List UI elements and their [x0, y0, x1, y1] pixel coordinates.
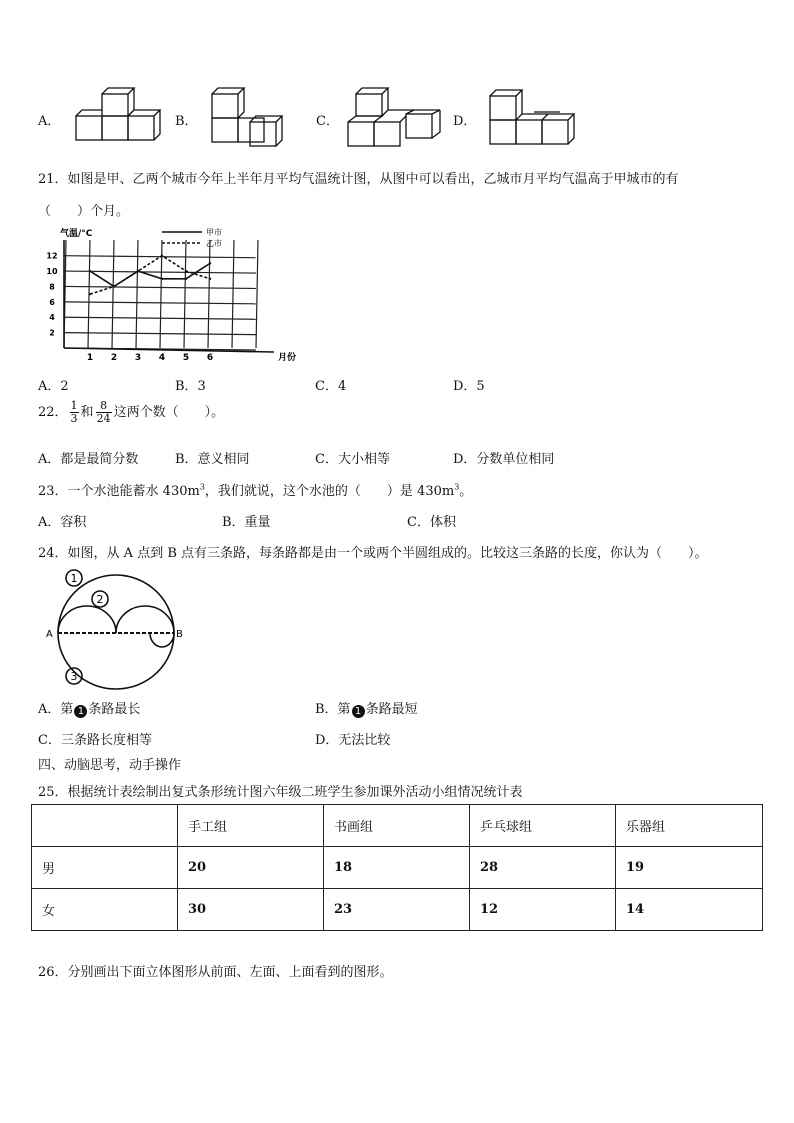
q22-option-a: A．都是最简分数 — [38, 452, 139, 467]
q23-option-a: A．容积 — [38, 515, 87, 530]
table-cell: 18 — [324, 847, 470, 889]
y-tick-label: 6 — [49, 297, 55, 307]
fraction-eight-twentyfourths: $\frac{8}{24}$ — [96, 399, 111, 425]
q22-and: 和 — [80, 405, 94, 420]
data-point — [209, 278, 211, 280]
legend-label: 甲市 — [206, 228, 222, 237]
data-point — [185, 270, 187, 272]
q26-stem: 26．分别画出下面立体图形从前面、左面、上面看到的图形。 — [38, 965, 393, 980]
activity-group-stats-table — [31, 804, 763, 931]
data-point — [89, 270, 91, 272]
q25-stem: 25．根据统计表绘制出复式条形统计图六年级二班学生参加课外活动小组情况统计表 — [38, 785, 523, 800]
table-cell: 28 — [470, 847, 616, 889]
point-a-label: A — [46, 629, 53, 640]
q20-option-d-label: D． — [453, 114, 477, 129]
x-tick-label: 1 — [86, 353, 94, 363]
q24-option-c: C．三条路长度相等 — [38, 733, 152, 748]
path-2-number: 2 — [96, 593, 104, 606]
data-point — [161, 278, 163, 280]
y-axis-label: 气温/°C — [60, 229, 93, 239]
q24-option-b: B．第 1 条路最短 — [315, 702, 418, 717]
table-header-cell: 乐器组 — [616, 805, 763, 847]
x-tick-label: 3 — [134, 353, 142, 363]
fraction-one-third: $\frac{1}{3}$ — [70, 399, 78, 425]
data-point — [161, 254, 163, 256]
q23-option-b: B．重量 — [222, 515, 271, 530]
table-cell: 30 — [178, 889, 324, 931]
grid-line-vertical — [208, 240, 210, 348]
x-tick-label: 6 — [206, 353, 214, 363]
x-tick-label: 4 — [158, 353, 166, 363]
q21-stem: 21．如图是甲、乙两个城市今年上半年月平均气温统计图，从图中可以看出，乙城市月平均气温高于甲城市的有 — [38, 172, 679, 187]
q22-suffix: 这两个数（ ）。 — [113, 405, 225, 420]
table-cell: 14 — [616, 889, 763, 931]
q20-figure-b — [208, 86, 298, 148]
q22-option-c: C．大小相等 — [315, 452, 390, 467]
data-point — [209, 262, 211, 264]
row-label: 男 — [32, 847, 178, 889]
table-cell: 20 — [178, 847, 324, 889]
grid-line-vertical — [232, 240, 234, 348]
circled-one-icon: 1 — [74, 705, 87, 718]
table-row — [32, 847, 763, 889]
x-tick-label: 5 — [182, 353, 190, 363]
grid-line-vertical — [184, 240, 186, 348]
grid-line-horizontal — [64, 256, 256, 258]
data-point — [89, 293, 91, 295]
path-1-number: 1 — [70, 572, 78, 585]
series-line-solid — [90, 263, 210, 286]
q21-option-b: B．3 — [175, 379, 206, 394]
table-header-row — [32, 805, 763, 847]
x-tick-label: 2 — [110, 353, 118, 363]
circled-one-icon: 1 — [352, 705, 365, 718]
grid-line-vertical — [256, 240, 258, 348]
q24-stem: 24．如图，从 A 点到 B 点有三条路，每条路都是由一个或两个半圆组成的。比较这三条路的长度，你认为（ ）。 — [38, 546, 708, 561]
data-point — [185, 278, 187, 280]
q20-figure-c — [344, 86, 446, 150]
table-header-cell: 手工组 — [178, 805, 324, 847]
table-header-cell: 书画组 — [324, 805, 470, 847]
y-tick-label: 8 — [49, 282, 55, 292]
legend-label: 乙市 — [206, 239, 222, 248]
section-4-heading: 四、动脑思考，动手操作 — [38, 758, 182, 773]
y-tick-label: 4 — [49, 313, 55, 323]
q21-option-a: A．2 — [38, 379, 69, 394]
q21-option-c: C．4 — [315, 379, 347, 394]
q22-option-d: D．分数单位相同 — [453, 452, 555, 467]
table-header-cell — [32, 805, 178, 847]
y-tick-label: 2 — [49, 328, 55, 338]
table-cell: 12 — [470, 889, 616, 931]
q23-stem: 23．一个水池能蓄水 $430m^3$，我们就说，这个水池的（ ）是 $430m^3$。 — [38, 482, 473, 499]
q24-option-d: D．无法比较 — [315, 733, 391, 748]
table-cell: 19 — [616, 847, 763, 889]
point-b-label: B — [176, 629, 183, 640]
three-paths-semicircle-figure — [40, 566, 190, 686]
q22-option-b: B．意义相同 — [175, 452, 250, 467]
q20-figure-a — [72, 86, 162, 148]
grid-line-horizontal — [64, 302, 256, 304]
x-axis-label: 月份 — [278, 353, 297, 363]
table-cell: 23 — [324, 889, 470, 931]
y-tick-label: 12 — [46, 251, 58, 261]
q20-option-a-label: A． — [38, 114, 61, 129]
y-tick-label: 10 — [46, 267, 58, 277]
grid-line-horizontal — [64, 286, 256, 288]
q22-stem — [38, 400, 224, 425]
data-point — [137, 270, 139, 272]
q20-option-b-label: B． — [175, 114, 198, 129]
q21-stem-blank: （ ）个月。 — [38, 204, 130, 219]
q24-option-a: A．第 1 条路最长 — [38, 702, 141, 717]
q20-option-c-label: C． — [316, 114, 339, 129]
path-3-number: 3 — [70, 670, 78, 683]
row-label: 女 — [32, 889, 178, 931]
table-row — [32, 889, 763, 931]
q21-option-d: D．5 — [453, 379, 485, 394]
table-header-cell: 乒乓球组 — [470, 805, 616, 847]
q22-prefix: 22． — [38, 405, 68, 420]
q23-option-c: C．体积 — [407, 515, 456, 530]
q20-figure-d — [486, 88, 578, 148]
temperature-line-chart — [40, 228, 300, 368]
data-point — [113, 285, 115, 287]
